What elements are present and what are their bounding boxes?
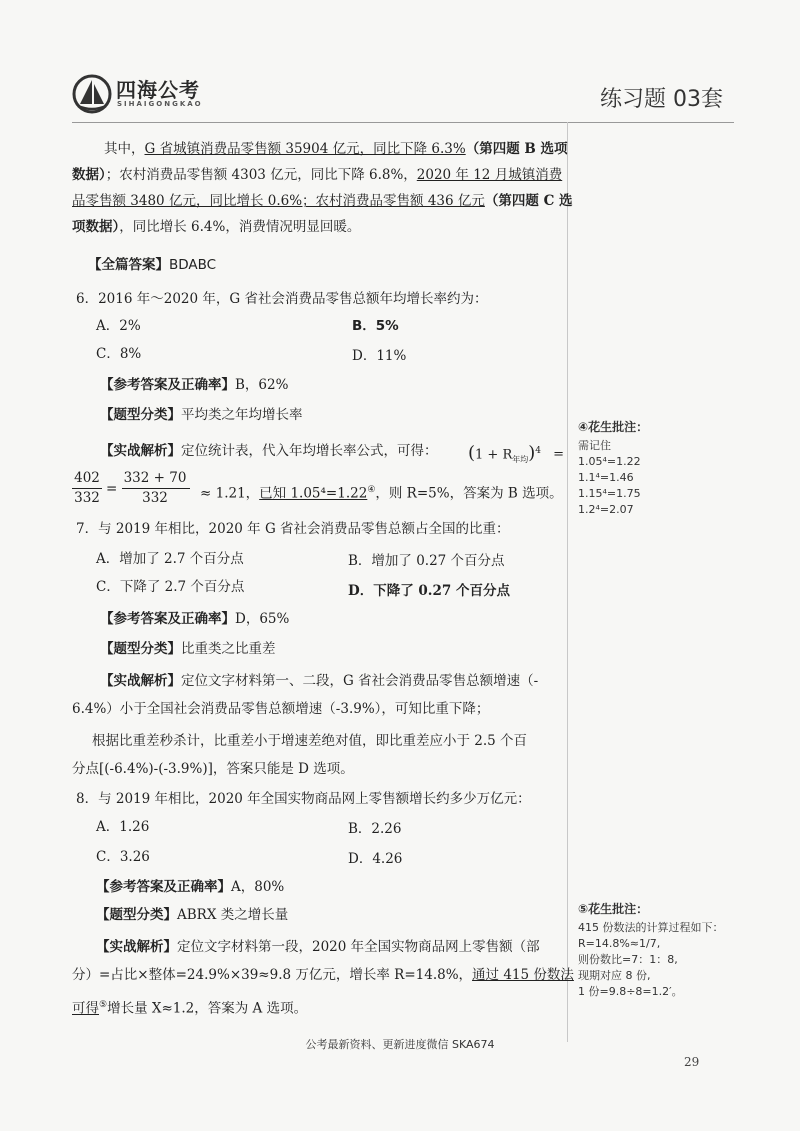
q7-reference-answer: 【参考答案及正确率】D，65% xyxy=(100,611,290,627)
q6-fraction-1-bar xyxy=(72,488,102,489)
note-5-line: 415 份数法的计算过程如下： xyxy=(578,921,724,934)
q8-question-type: 【题型分类】ABRX 类之增长量 xyxy=(96,907,289,923)
full-answer: 【全篇答案】BDABC xyxy=(88,257,217,273)
footer-text: 公考最新资料、更新进度微信 SKA674 xyxy=(305,1038,495,1051)
note-4-line: 1.05⁴=1.22 xyxy=(578,455,641,468)
q8-option-c: C．3.26 xyxy=(96,849,150,865)
note-4-line: 1.2⁴=2.07 xyxy=(578,503,634,516)
q6-option-c: C．8% xyxy=(96,346,142,362)
q7-option-a: A．增加了 2.7 个百分点 xyxy=(96,551,244,567)
q8-reference-answer: 【参考答案及正确率】A，80% xyxy=(96,879,285,895)
q6-fraction-1-numerator: 402 xyxy=(74,470,100,486)
q7-option-b: B．增加了 0.27 个百分点 xyxy=(348,553,505,569)
note-4-line: 需记住 xyxy=(578,439,611,452)
q7-analysis-line-3: 根据比重差秒杀计，比重差小于增速差绝对值，即比重差应小于 2.5 个百 xyxy=(92,733,528,749)
q6-question-type: 【题型分类】平均类之年均增长率 xyxy=(100,407,303,423)
brand-name: 四海公考 xyxy=(116,78,200,102)
q8-analysis-line-2: 分）=占比×整体=24.9%×39≈9.8 万亿元，增长率 R=14.8%，通过 415 份数法 xyxy=(72,967,574,983)
note-5-title: ⑤花生批注： xyxy=(578,902,649,916)
q6-option-b: B．5% xyxy=(352,318,399,334)
q8-question: 8．与 2019 年相比，2020 年全国实物商品网上零售额增长约多少万亿元： xyxy=(76,791,531,807)
q8-option-a: A．1.26 xyxy=(96,819,150,835)
q7-analysis-line-2: 6.4%）小于全国社会消费品零售总额增速（-3.9%），可知比重下降； xyxy=(72,701,490,717)
page-number: 29 xyxy=(684,1055,700,1069)
q7-option-d: D．下降了 0.27 个百分点 xyxy=(348,583,510,599)
q7-question: 7．与 2019 年相比，2020 年 G 省社会消费品零售总额占全国的比重： xyxy=(76,521,510,537)
set-title-underline xyxy=(592,122,734,123)
q7-analysis-line-4: 分点[(-6.4%)-(-3.9%)]，答案只能是 D 选项。 xyxy=(72,761,354,777)
q6-equals: = xyxy=(106,481,118,497)
sailboat-logo-icon xyxy=(72,74,112,114)
brand-pinyin: SIHAIGONGKAO xyxy=(117,100,203,108)
q7-option-c: C．下降了 2.7 个百分点 xyxy=(96,579,245,595)
q6-fraction-2-bar xyxy=(122,488,190,489)
q6-fraction-2-denominator: 332 xyxy=(142,490,168,506)
q7-question-type: 【题型分类】比重类之比重差 xyxy=(100,641,276,657)
q8-analysis-line-3: 可得⑤增长量 X≈1.2，答案为 A 选项。 xyxy=(72,1000,308,1017)
q6-formula: $(1 + R_{年均})^4$ = xyxy=(468,442,565,464)
q8-option-d: D．4.26 xyxy=(348,851,403,867)
q6-option-d: D．11% xyxy=(352,348,407,364)
q6-analysis-line-1: 【实战解析】定位统计表，代入年均增长率公式，可得： xyxy=(100,443,438,459)
set-title: 练习题 03套 xyxy=(600,87,723,112)
margin-divider xyxy=(567,122,568,1042)
q6-analysis-line-2: ≈ 1.21，已知 1.05⁴=1.22④，则 R=5%，答案为 B 选项。 xyxy=(200,485,563,502)
q6-option-a: A．2% xyxy=(96,318,141,334)
q8-option-b: B．2.26 xyxy=(348,821,402,837)
header-divider xyxy=(72,122,592,123)
q6-question: 6．2016 年～2020 年，G 省社会消费品零售总额年均增长率约为： xyxy=(76,291,488,307)
note-4-title: ④花生批注： xyxy=(578,420,649,434)
note-4-line: 1.1⁴=1.46 xyxy=(578,471,634,484)
q6-fraction-2-numerator: 332 + 70 xyxy=(123,470,187,486)
q6-reference-answer: 【参考答案及正确率】B，62% xyxy=(100,377,289,393)
q6-fraction-1-denominator: 332 xyxy=(74,490,100,506)
q8-analysis-line-1: 【实战解析】定位文字材料第一段，2020 年全国实物商品网上零售额（部 xyxy=(96,939,540,955)
note-5-line: 1 份=9.8÷8=1.2′。 xyxy=(578,985,683,998)
note-4-line: 1.15⁴=1.75 xyxy=(578,487,641,500)
note-5-line: 则份数比=7：1：8, xyxy=(578,953,678,966)
note-5-line: R=14.8%≈1/7, xyxy=(578,937,661,950)
note-5-line: 现期对应 8 份, xyxy=(578,969,651,982)
intro-line-1: 其中，G 省城镇消费品零售额 35904 亿元，同比下降 6.3%（第四题 B 选项 xyxy=(104,141,568,157)
intro-line-2: 数据）；农村消费品零售额 4303 亿元，同比下降 6.8%，2020 年 12 月城镇消费 xyxy=(72,167,563,183)
q7-analysis-line-1: 【实战解析】定位文字材料第一、二段，G 省社会消费品零售总额增速（- xyxy=(100,673,539,689)
intro-line-4: 项数据），同比增长 6.4%，消费情况明显回暖。 xyxy=(72,219,361,235)
intro-line-3: 品零售额 3480 亿元，同比增长 0.6%；农村消费品零售额 436 亿元（第四题 C 选 xyxy=(72,193,573,209)
